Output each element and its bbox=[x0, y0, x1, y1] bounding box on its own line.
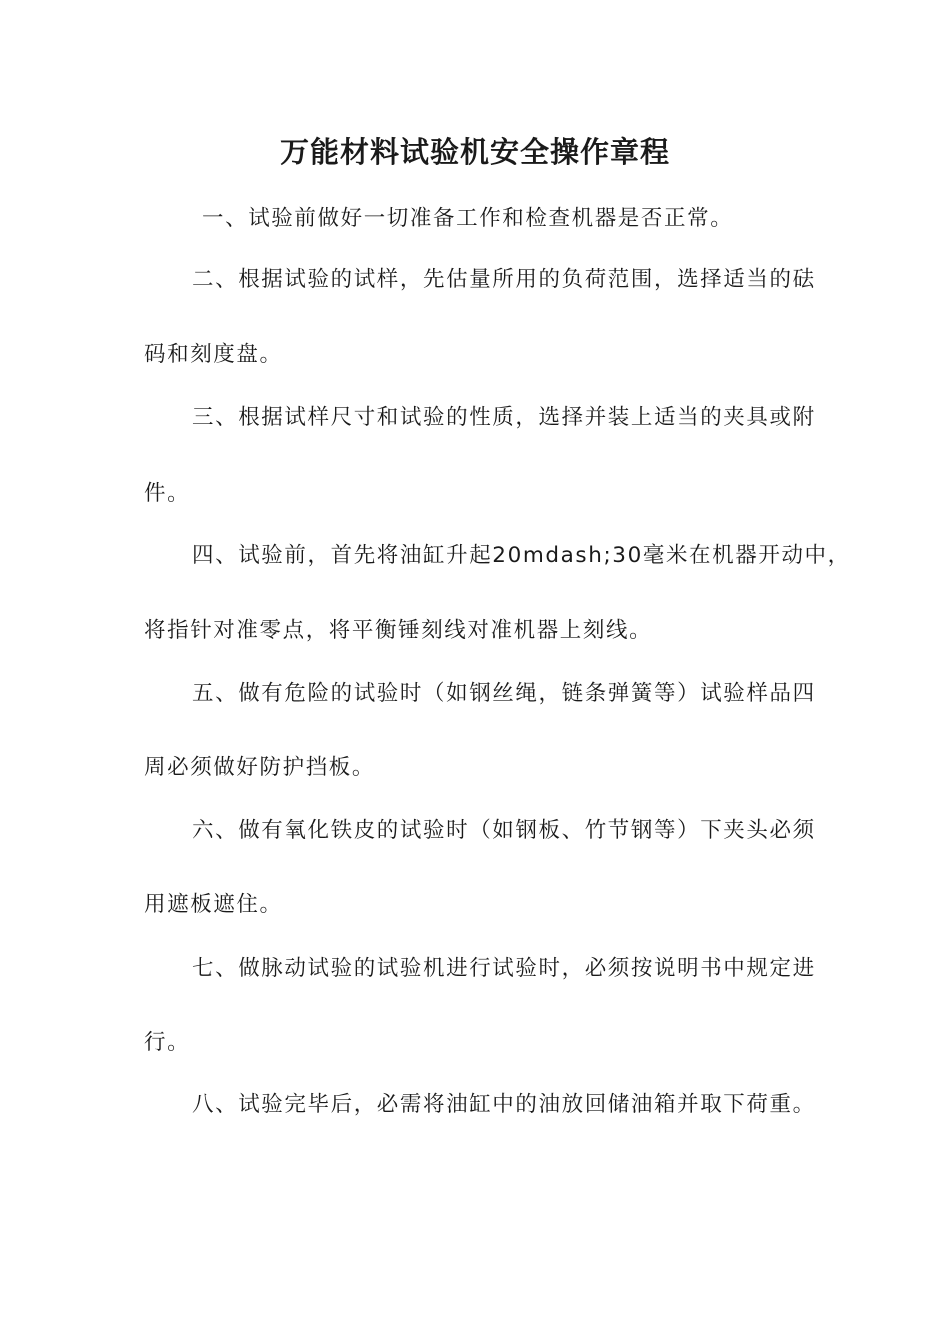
paragraph-line: 一、试验前做好一切准备工作和检查机器是否正常。 bbox=[202, 206, 734, 231]
paragraph-line: 八、试验完毕后，必需将油缸中的油放回储油箱并取下荷重。 bbox=[192, 1092, 816, 1117]
paragraph-line: 二、根据试验的试样，先估量所用的负荷范围，选择适当的砝 bbox=[192, 267, 816, 292]
paragraph-line: 码和刻度盘。 bbox=[144, 342, 283, 367]
paragraph-line: 周必须做好防护挡板。 bbox=[144, 755, 376, 780]
paragraph-line: 四、试验前，首先将油缸升起20mdash;30毫米在机器开动中， bbox=[192, 543, 851, 568]
paragraph-line: 将指针对准零点，将平衡锤刻线对准机器上刻线。 bbox=[144, 618, 653, 643]
paragraph-line: 三、根据试样尺寸和试验的性质，选择并装上适当的夹具或附 bbox=[192, 405, 816, 430]
paragraph-line: 行。 bbox=[144, 1030, 191, 1055]
paragraph-line: 六、做有氧化铁皮的试验时（如钢板、竹节钢等）下夹头必须 bbox=[192, 818, 816, 843]
paragraph-line: 件。 bbox=[144, 481, 191, 506]
paragraph-line: 七、做脉动试验的试验机进行试验时，必须按说明书中规定进 bbox=[192, 956, 816, 981]
paragraph-line: 用遮板遮住。 bbox=[144, 892, 283, 917]
paragraph-line: 五、做有危险的试验时（如钢丝绳，链条弹簧等）试验样品四 bbox=[192, 681, 816, 706]
document-title: 万能材料试验机安全操作章程 bbox=[279, 135, 670, 169]
